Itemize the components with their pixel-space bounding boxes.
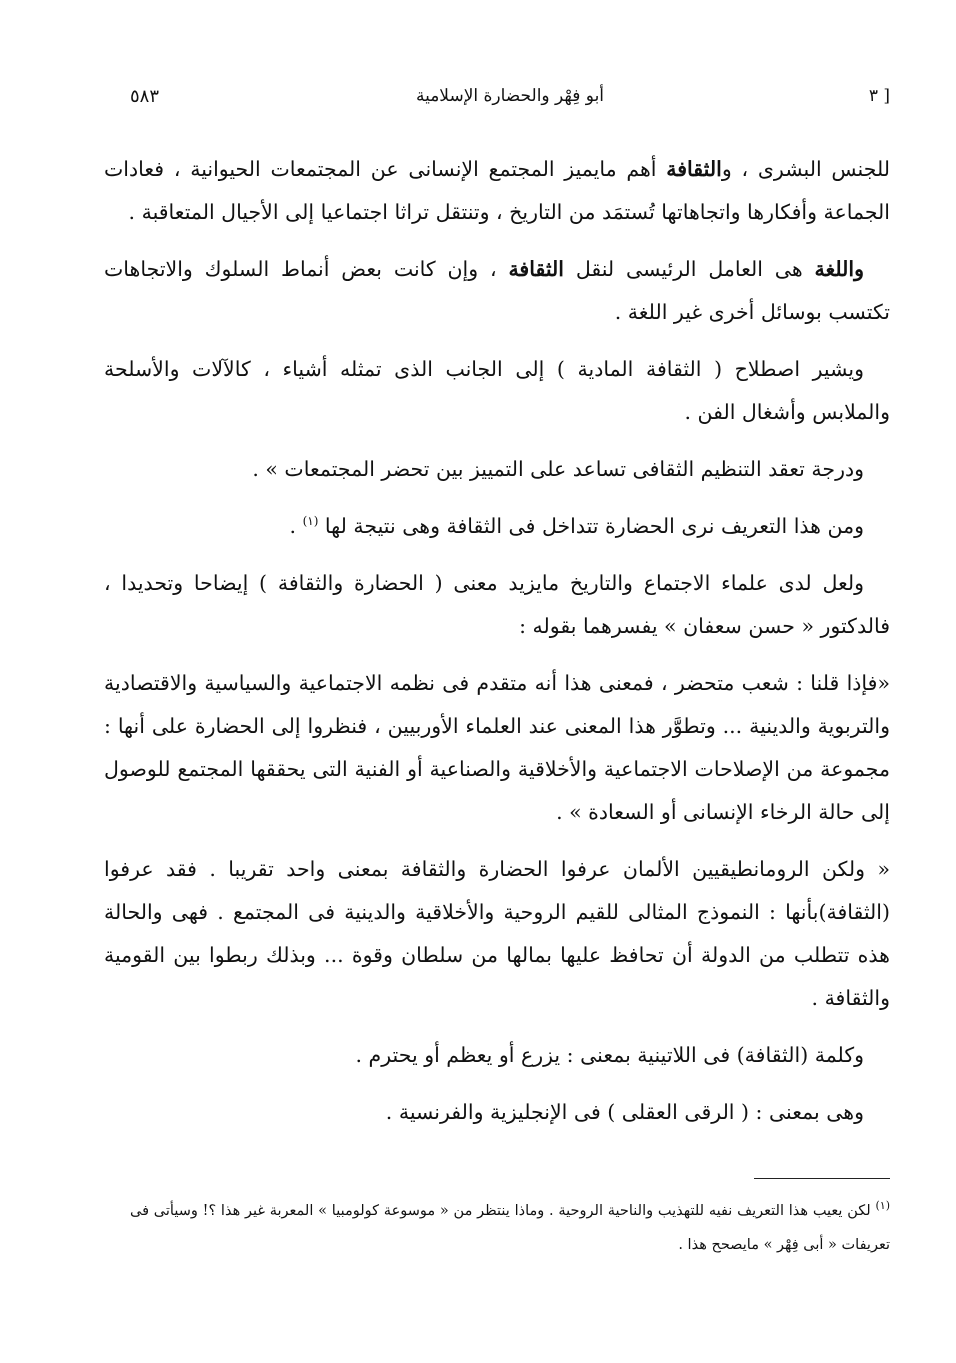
paragraph-text: . (289, 514, 303, 538)
footnote-reference[interactable]: (١) (302, 514, 319, 529)
paragraph-text: أهم مايميز المجتمع الإنسانى عن المجتمعات الحيوانية ، فعادات الجماعة وأفكارها واتجاهاتها تُستمَد من التاريخ ، وتنتقل تراثا اجتماعيا إلى الأجيال المتعاقبة . (104, 157, 890, 224)
paragraph (104, 662, 890, 834)
paragraph (104, 148, 890, 234)
paragraph (104, 1091, 890, 1134)
paragraph-text: وهى بمعنى : ( الرقى العقلى ) فى الإنجليزية والفرنسية . (385, 1100, 864, 1124)
paragraph (104, 562, 890, 648)
paragraph-text: ويشير اصطلاح ( الثقافة المادية ) إلى الجانب الذى تمثله أشياء ، كالآلات والأسلحة والملابس وأشغال الفن . (104, 357, 890, 424)
paragraph (104, 248, 890, 334)
paragraph-text: ، وإن كانت بعض أنماط السلوك والاتجاهات تكتسب بوسائل أخرى غير اللغة . (104, 257, 890, 324)
paragraph (104, 448, 890, 491)
paragraph-text: وكلمة (الثقافة) فى اللاتينية بمعنى : يزرع أو يعظم أو يحترم . (355, 1043, 864, 1067)
body-text (104, 148, 890, 1148)
footnote-divider (754, 1178, 890, 1179)
paragraph-text: ولعل لدى علماء الاجتماع والتاريخ مايزيد معنى ( الحضارة والثقافة ) إيضاحا وتحديدا ، فالدكتور « حسن سعفان » يفسرهما بقوله : (104, 571, 890, 638)
book-title: أبو فِهْر والحضارة الإسلامية (415, 86, 605, 106)
bold-term: الثقافة (508, 257, 564, 281)
running-header (130, 86, 890, 116)
bold-term: الثقافة (666, 157, 722, 181)
footnote-mark: (١) (875, 1199, 890, 1213)
paragraph (104, 1034, 890, 1077)
paragraph-text: ودرجة تعقد التنظيم الثقافى تساعد على التمييز بين تحضر المجتمعات » . (252, 457, 864, 481)
paragraph (104, 848, 890, 1020)
bold-term: واللغة (814, 257, 864, 281)
paragraph-text: ومن هذا التعريف نرى الحضارة تتداخل فى الثقافة وهى نتيجة لها (318, 514, 864, 538)
paragraph-text: « ولكن الرومانطيقيين الألمان عرفوا الحضارة والثقافة بمعنى واحد تقريبا . فقد عرفوا (الثقافة)بأنها : النموذج المثالى للقيم الروحية والأخلاقية والدينية فى المجتمع . فهى والحالة هذه تتطلب من الدولة أن تحافظ عليها بمالها من سلطان وقوة ... وبذلك ربطوا بين القومية والثقافة . (104, 857, 890, 1010)
paragraph-text: «فإذا قلنا : شعب متحضر ، فمعنى هذا أنه متقدم فى نظمه الاجتماعية والسياسية والاقتصادية والتربوية والدينية ... وتطوَّر هذا المعنى عند العلماء الأوربيين ، فنظروا إلى الحضارة على أنها : مجموعة من الإصلاحات الاجتماعية والأخلاقية والصناعية أو الفنية التى يحققها المجتمع للوصول إلى حالة الرخاء الإنسانى أو السعادة » . (104, 671, 890, 824)
paragraph-text: هى العامل الرئيسى لنقل (563, 257, 815, 281)
section-mark: [ ٣ (868, 86, 890, 106)
paragraph-text: للجنس البشرى ، و (721, 157, 890, 181)
paragraph (104, 348, 890, 434)
paragraph (104, 505, 890, 548)
footnote (130, 1194, 890, 1262)
page-number: ٥٨٣ (130, 86, 160, 107)
footnote-text: لكن يعيب هذا التعريف نفيه للتهذيب والناحية الروحية . وماذا ينتظر من « موسوعة كولومبيا » المعربة غير هذا ؟! وسيأتى فى تعريفات « أبى فِهْر » مايصحح هذا . (130, 1203, 890, 1253)
